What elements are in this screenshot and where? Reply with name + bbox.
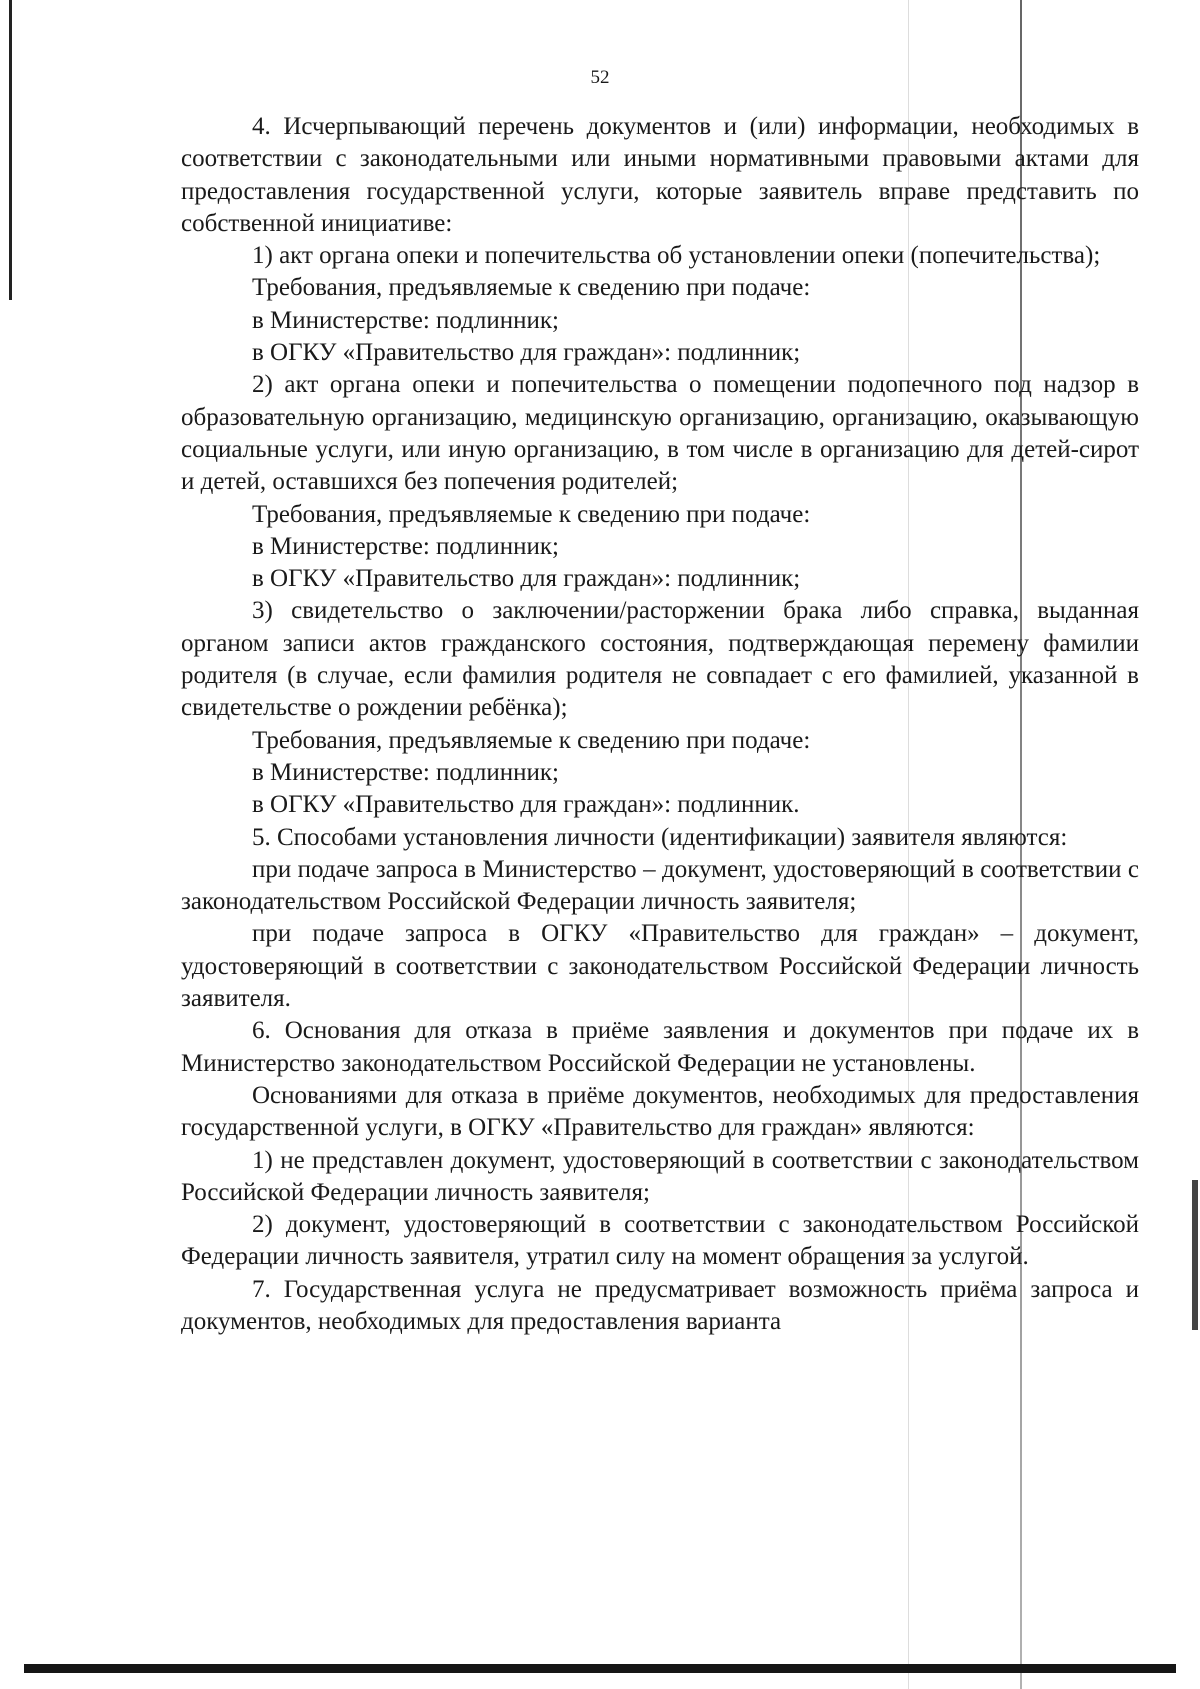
paragraph: Требования, предъявляемые к сведению при подаче: [252,274,811,302]
scan-right-edge-artifact [1192,1180,1198,1330]
scan-edge-artifact [9,0,12,300]
paragraph: 3) свидетельство о заключении/расторжении брака либо справка, выданная органом записи актов гражданского состояния, подтверждающая перемену фамилии родителя (в случае, если фамилия родителя не совпадает с его фамилией, указанной в свидетельстве о рождении ребёнка); [181,597,1139,722]
paragraph: 4. Исчерпывающий перечень документов и (или) информации, необходимых в соответствии с законодательными или иными нормативными правовыми актами для предоставления государственной услуги, которые заявитель вправе представить по собственной инициативе: [181,113,1139,237]
paragraph: в Министерстве: подлинник; [252,758,559,786]
paragraph: 2) документ, удостоверяющий в соответствии с законодательством Российской Федерации личность заявителя, утратил силу на момент обращения за услугой. [181,1211,1139,1271]
paragraph: 2) акт органа опеки и попечительства о помещении подопечного под надзор в образовательную организацию, медицинскую организацию, организацию, оказывающую социальные услуги, или иную организацию, в том числе в организацию для детей-сирот и детей, оставшихся без попечения родителей; [181,371,1139,496]
paragraph: 5. Способами установления личности (идентификации) заявителя являются: [252,823,1068,851]
paragraph: в ОГКУ «Правительство для граждан»: подлинник. [252,791,800,819]
paragraph: в Министерстве: подлинник; [252,532,559,560]
paragraph: в Министерстве: подлинник; [252,306,559,334]
paragraph: Требования, предъявляемые к сведению при подаче: [252,500,811,528]
paragraph: при подаче запроса в ОГКУ «Правительство для граждан» – документ, удостоверяющий в соответствии с законодательством Российской Федерации личность заявителя. [181,920,1139,1013]
scan-bottom-bar-artifact [24,1664,1176,1673]
paragraph: 1) не представлен документ, удостоверяющий в соответствии с законодательством Российской Федерации личность заявителя; [181,1146,1139,1206]
paragraph: Требования, предъявляемые к сведению при подаче: [252,726,811,754]
paragraph: при подаче запроса в Министерство – документ, удостоверяющий в соответствии с законодательством Российской Федерации личность заявителя; [181,855,1139,916]
paragraph: в ОГКУ «Правительство для граждан»: подлинник; [252,565,801,593]
paragraph: 1) акт органа опеки и попечительства об установлении опеки (попечительства); [252,242,1101,270]
paragraph: 6. Основания для отказа в приёме заявления и документов при подаче их в Министерство законодательством Российской Федерации не установлены. [181,1017,1139,1077]
document-body [181,111,1139,1338]
paragraph: Основаниями для отказа в приёме документов, необходимых для предоставления государственной услуги, в ОГКУ «Правительство для граждан» являются: [181,1081,1139,1142]
page-number: 52 [590,67,610,88]
paragraph: в ОГКУ «Правительство для граждан»: подлинник; [252,339,801,367]
paragraph: 7. Государственная услуга не предусматривает возможность приёма запроса и документов, необходимых для предоставления варианта [181,1275,1139,1335]
